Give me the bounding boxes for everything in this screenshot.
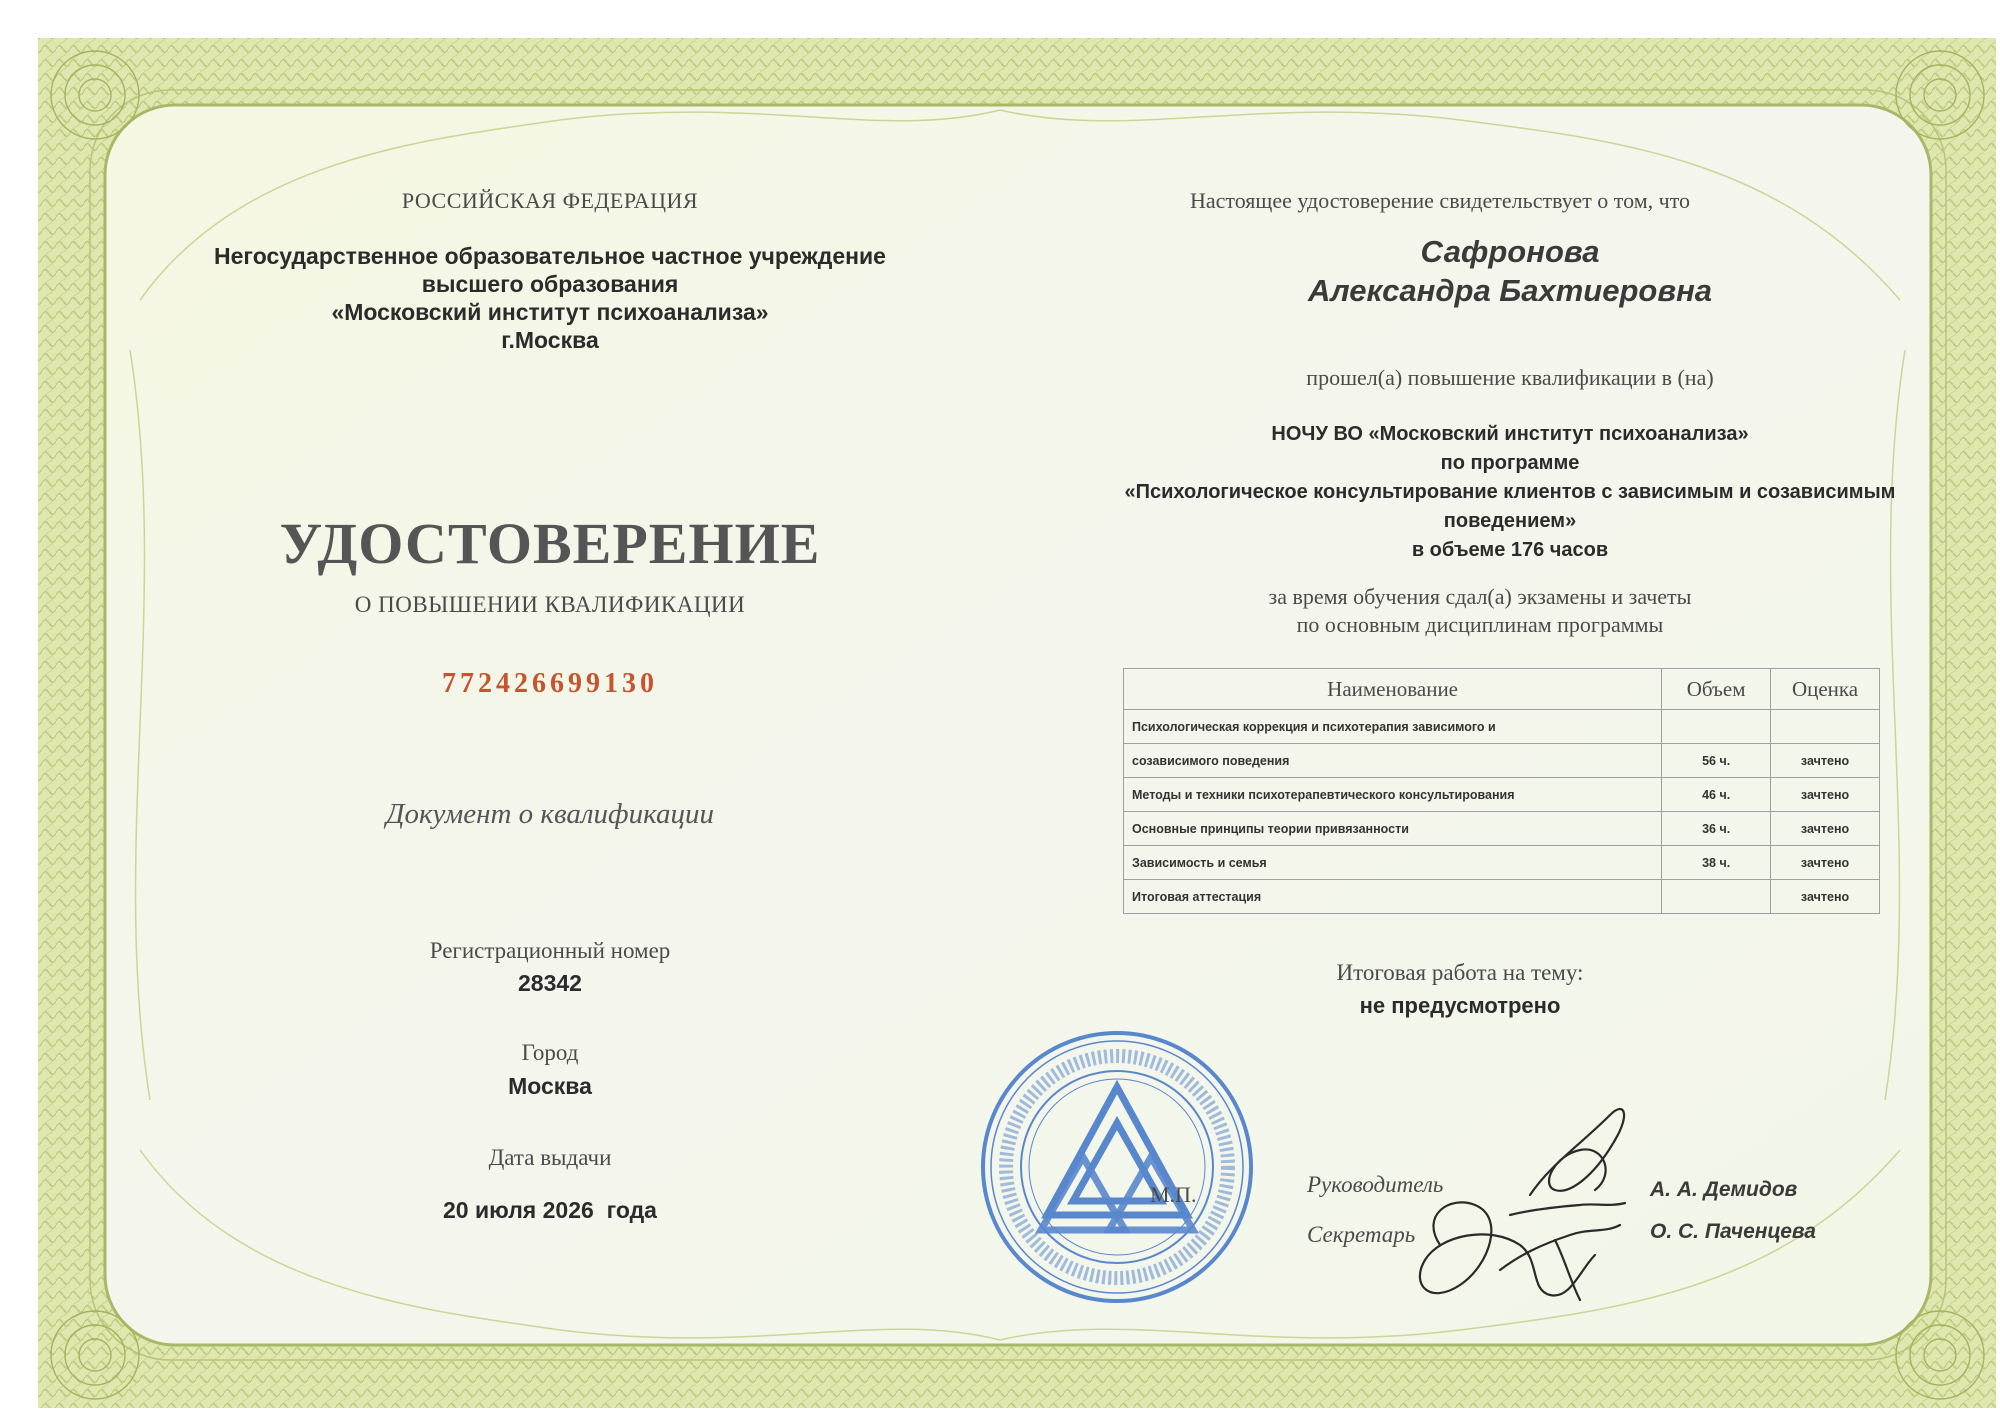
exams-text [1120, 583, 1840, 639]
country-heading: РОССИЙСКАЯ ФЕДЕРАЦИЯ [401, 188, 699, 213]
discipline-grade: зачтено [1771, 744, 1880, 778]
column-header-volume: Объем [1662, 669, 1771, 710]
program-institution: НОЧУ ВО «Московский институт психоанализа» [1271, 423, 1749, 445]
exams-line: за время обучения сдал(а) экзамены и зачеты [1268, 584, 1692, 609]
recipient-given-names: Александра Бахтиеровна [1307, 273, 1713, 308]
discipline-volume [1662, 710, 1771, 744]
discipline-name: созависимого поведения [1124, 744, 1662, 778]
discipline-name: Методы и техники психотерапевтического консультирования [1124, 778, 1662, 812]
discipline-volume [1662, 880, 1771, 914]
program-title: «Психологическое консультирование клиентов с зависимым и созависимым [1124, 481, 1896, 503]
intro-text: Настоящее удостоверение свидетельствует о том, что [1189, 188, 1691, 213]
recipient-name [1170, 232, 1850, 310]
institution-city: г.Москва [501, 327, 599, 353]
grades-table [1123, 668, 1880, 914]
discipline-grade: зачтено [1771, 812, 1880, 846]
institution-line: высшего образования [421, 271, 679, 297]
registration-number: 28342 [518, 970, 582, 996]
city-label: Город [521, 1040, 579, 1065]
secretary-label: Секретарь [1307, 1222, 1416, 1247]
discipline-volume: 46 ч. [1662, 778, 1771, 812]
issue-date-label: Дата выдачи [488, 1145, 612, 1170]
document-type: Документ о квалификации [386, 798, 714, 830]
discipline-name: Психологическая коррекция и психотерапия зависимого и [1124, 710, 1662, 744]
passed-text: прошел(а) повышение квалификации в (на) [1306, 365, 1714, 390]
program-intro: по программе [1440, 452, 1580, 474]
head-name: А. А. Демидов [1650, 1178, 1798, 1201]
institution-line: Негосударственное образовательное частное учреждение [214, 243, 886, 269]
discipline-grade [1771, 710, 1880, 744]
institution-seal-icon [975, 1025, 1260, 1310]
table-header-row [1124, 669, 1880, 710]
exams-line: по основным дисциплинам программы [1296, 612, 1664, 637]
issue-date: 20 июля 2026 года [443, 1197, 657, 1223]
recipient-surname: Сафронова [1420, 234, 1600, 269]
institution-name [160, 242, 940, 354]
document-title: УДОСТОВЕРЕНИЕ [279, 511, 821, 576]
column-header-name: Наименование [1124, 669, 1662, 710]
discipline-volume: 56 ч. [1662, 744, 1771, 778]
table-row [1124, 880, 1880, 914]
registration-label: Регистрационный номер [429, 938, 671, 963]
discipline-name: Итоговая аттестация [1124, 880, 1662, 914]
column-header-grade: Оценка [1771, 669, 1880, 710]
head-label: Руководитель [1307, 1172, 1444, 1197]
discipline-grade: зачтено [1771, 778, 1880, 812]
program-title-cont: поведением» [1443, 510, 1577, 532]
discipline-grade: зачтено [1771, 846, 1880, 880]
city-value: Москва [508, 1073, 592, 1099]
thesis-value: не предусмотрено [1359, 993, 1561, 1018]
discipline-volume: 38 ч. [1662, 846, 1771, 880]
table-row [1124, 778, 1880, 812]
program-hours: в объеме 176 часов [1411, 539, 1609, 561]
discipline-name: Основные принципы теории привязанности [1124, 812, 1662, 846]
signature-icon [1380, 1095, 1700, 1310]
program-block [1040, 420, 1980, 565]
thesis-label: Итоговая работа на тему: [1336, 960, 1584, 985]
discipline-grade: зачтено [1771, 880, 1880, 914]
table-row [1124, 812, 1880, 846]
institution-line: «Московский институт психоанализа» [331, 299, 769, 325]
secretary-name: О. С. Паченцева [1650, 1220, 1816, 1243]
table-row [1124, 846, 1880, 880]
document-subtitle: О ПОВЫШЕНИИ КВАЛИФИКАЦИИ [354, 592, 746, 617]
discipline-volume: 36 ч. [1662, 812, 1771, 846]
serial-number: 772426699130 [442, 668, 658, 699]
table-row [1124, 710, 1880, 744]
seal-place-mark: М.П. [1150, 1182, 1197, 1207]
table-row [1124, 744, 1880, 778]
discipline-name: Зависимость и семья [1124, 846, 1662, 880]
